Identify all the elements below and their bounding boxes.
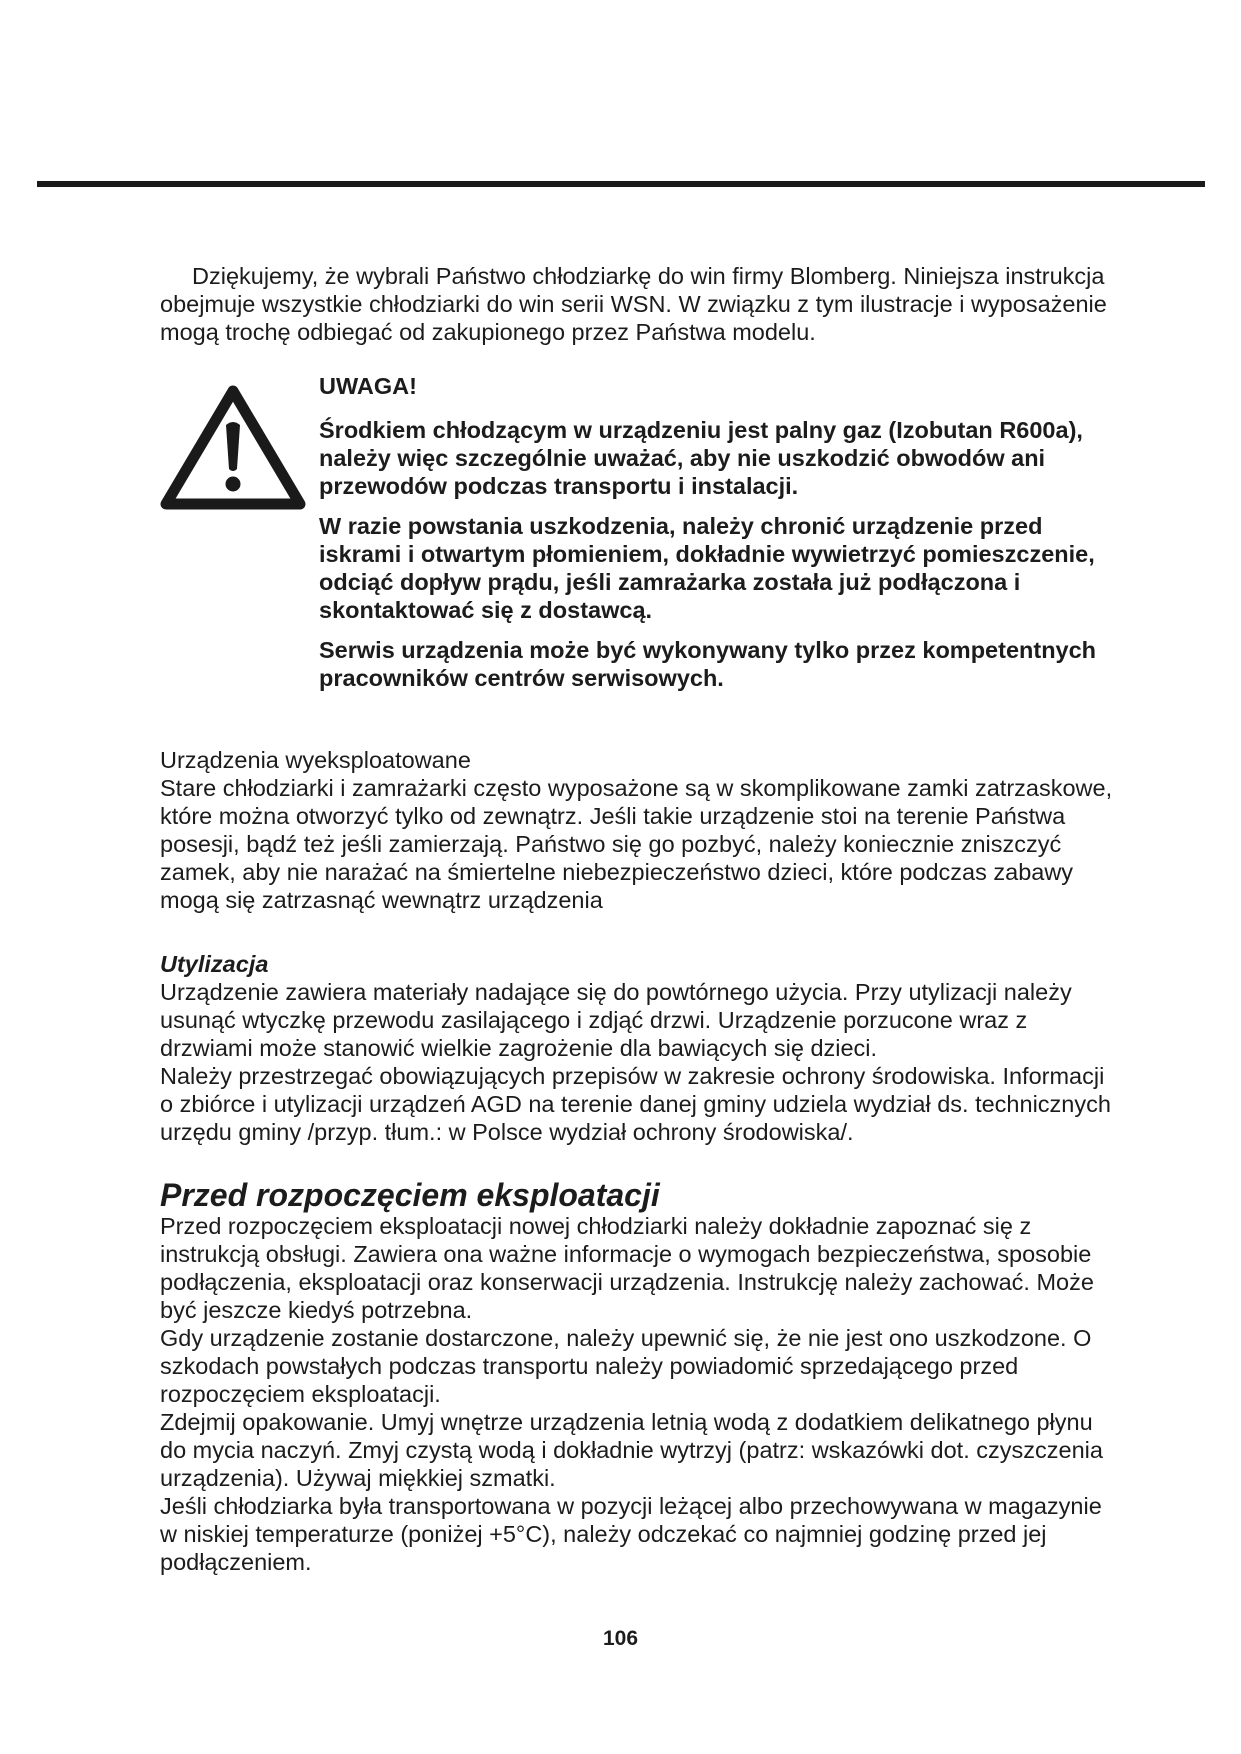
warning-block bbox=[160, 372, 1120, 712]
disposal-body-2: Należy przestrzegać obowiązujących przepisów w zakresie ochrony środowiska. Informacji o zbiórce i utylizacji urządzeń AGD na terenie danej gminy udziela wydział ds. technicznych urzędu gminy /przyp. tłum.: w Polsce wydział ochrony środowiska/. bbox=[160, 1063, 1111, 1145]
disposal-heading: Utylizacja bbox=[160, 951, 269, 977]
before-use-heading: Przed rozpoczęciem eksploatacji bbox=[160, 1177, 660, 1213]
warning-triangle-icon bbox=[160, 385, 306, 510]
before-use-paragraph-4: Jeśli chłodziarka była transportowana w pozycji leżącej albo przechowywana w magazynie w niskiej temperaturze (poniżej +5°C), należy odczekać co najmniej godzinę przed jej podłączeniem. bbox=[160, 1493, 1102, 1575]
before-use-paragraph-1: Przed rozpoczęciem eksploatacji nowej chłodziarki należy dokładnie zapoznać się z instrukcją obsługi. Zawiera ona ważne informacje o wymogach bezpieczeństwa, sposobie podłączenia, eksploatacji oraz konserwacji urządzenia. Instrukcję należy zachować. Może być jeszcze kiedyś potrzebna. bbox=[160, 1213, 1094, 1323]
intro-paragraph: Dziękujemy, że wybrali Państwo chłodziarkę do win firmy Blomberg. Niniejsza instrukcja obejmuje wszystkie chłodziarki do win serii WSN. W związku z tym ilustracje i wyposażenie mogą trochę odbiegać od zakupionego przez Państwa modelu. bbox=[160, 263, 1107, 345]
warning-paragraph-service: Serwis urządzenia może być wykonywany tylko przez kompetentnych pracowników centrów serwisowych. bbox=[319, 637, 1097, 691]
header-rule bbox=[37, 181, 1205, 187]
before-use-paragraph-3: Zdejmij opakowanie. Umyj wnętrze urządzenia letnią wodą z dodatkiem delikatnego płynu do mycia naczyń. Zmyj czystą wodą i dokładnie wytrzyj (patrz: wskazówki dot. czyszczenia urządzenia). Używaj miękkiej szmatki. bbox=[160, 1409, 1103, 1491]
disposal-body-1: Urządzenie zawiera materiały nadające się do powtórnego użycia. Przy utylizacji należy usunąć wtyczkę przewodu zasilającego i zdjąć drzwi. Urządzenie porzucone wraz z drzwiami może stanowić wielkie zagrożenie dla bawiących się dzieci. bbox=[160, 979, 1072, 1061]
warning-paragraph-damage: W razie powstania uszkodzenia, należy chronić urządzenie przed iskrami i otwartym płomieniem, dokładnie wywietrzyć pomieszczenie, odciąć dopływ prądu, jeśli zamrażarka została już podłączona i skontaktować się z dostawcą. bbox=[319, 513, 1095, 623]
warning-paragraph-flammable: Środkiem chłodzącym w urządzeniu jest palny gaz (Izobutan R600a), należy więc szczególnie uważać, aby nie uszkodzić obwodów ani przewodów podczas transportu i instalacji. bbox=[319, 417, 1083, 499]
page-number: 106 bbox=[602, 1627, 639, 1650]
before-use-section bbox=[160, 1178, 1120, 1576]
worn-out-body: Stare chłodziarki i zamrażarki często wyposażone są w skomplikowane zamki zatrzaskowe, które można otworzyć tylko od zewnątrz. Jeśli takie urządzenie stoi na terenie Państwa posesji, bądź też jeśli zamierzają. Państwo się go pozbyć, należy koniecznie zniszczyć zamek, aby nie narażać na śmiertelne niebezpieczeństwo dzieci, które podczas zabawy mogą się zatrzasnąć wewnątrz urządzenia bbox=[160, 775, 1113, 913]
warning-title: UWAGA! bbox=[319, 373, 417, 399]
worn-out-section bbox=[160, 746, 1120, 914]
worn-out-heading: Urządzenia wyeksploatowane bbox=[160, 747, 471, 773]
page-content bbox=[160, 262, 1120, 1576]
disposal-section bbox=[160, 950, 1120, 1146]
warning-text bbox=[319, 372, 1119, 704]
before-use-paragraph-2: Gdy urządzenie zostanie dostarczone, należy upewnić się, że nie jest ono uszkodzone. O szkodach powstałych podczas transportu należy powiadomić sprzedającego przed rozpoczęciem eksploatacji. bbox=[160, 1325, 1092, 1407]
